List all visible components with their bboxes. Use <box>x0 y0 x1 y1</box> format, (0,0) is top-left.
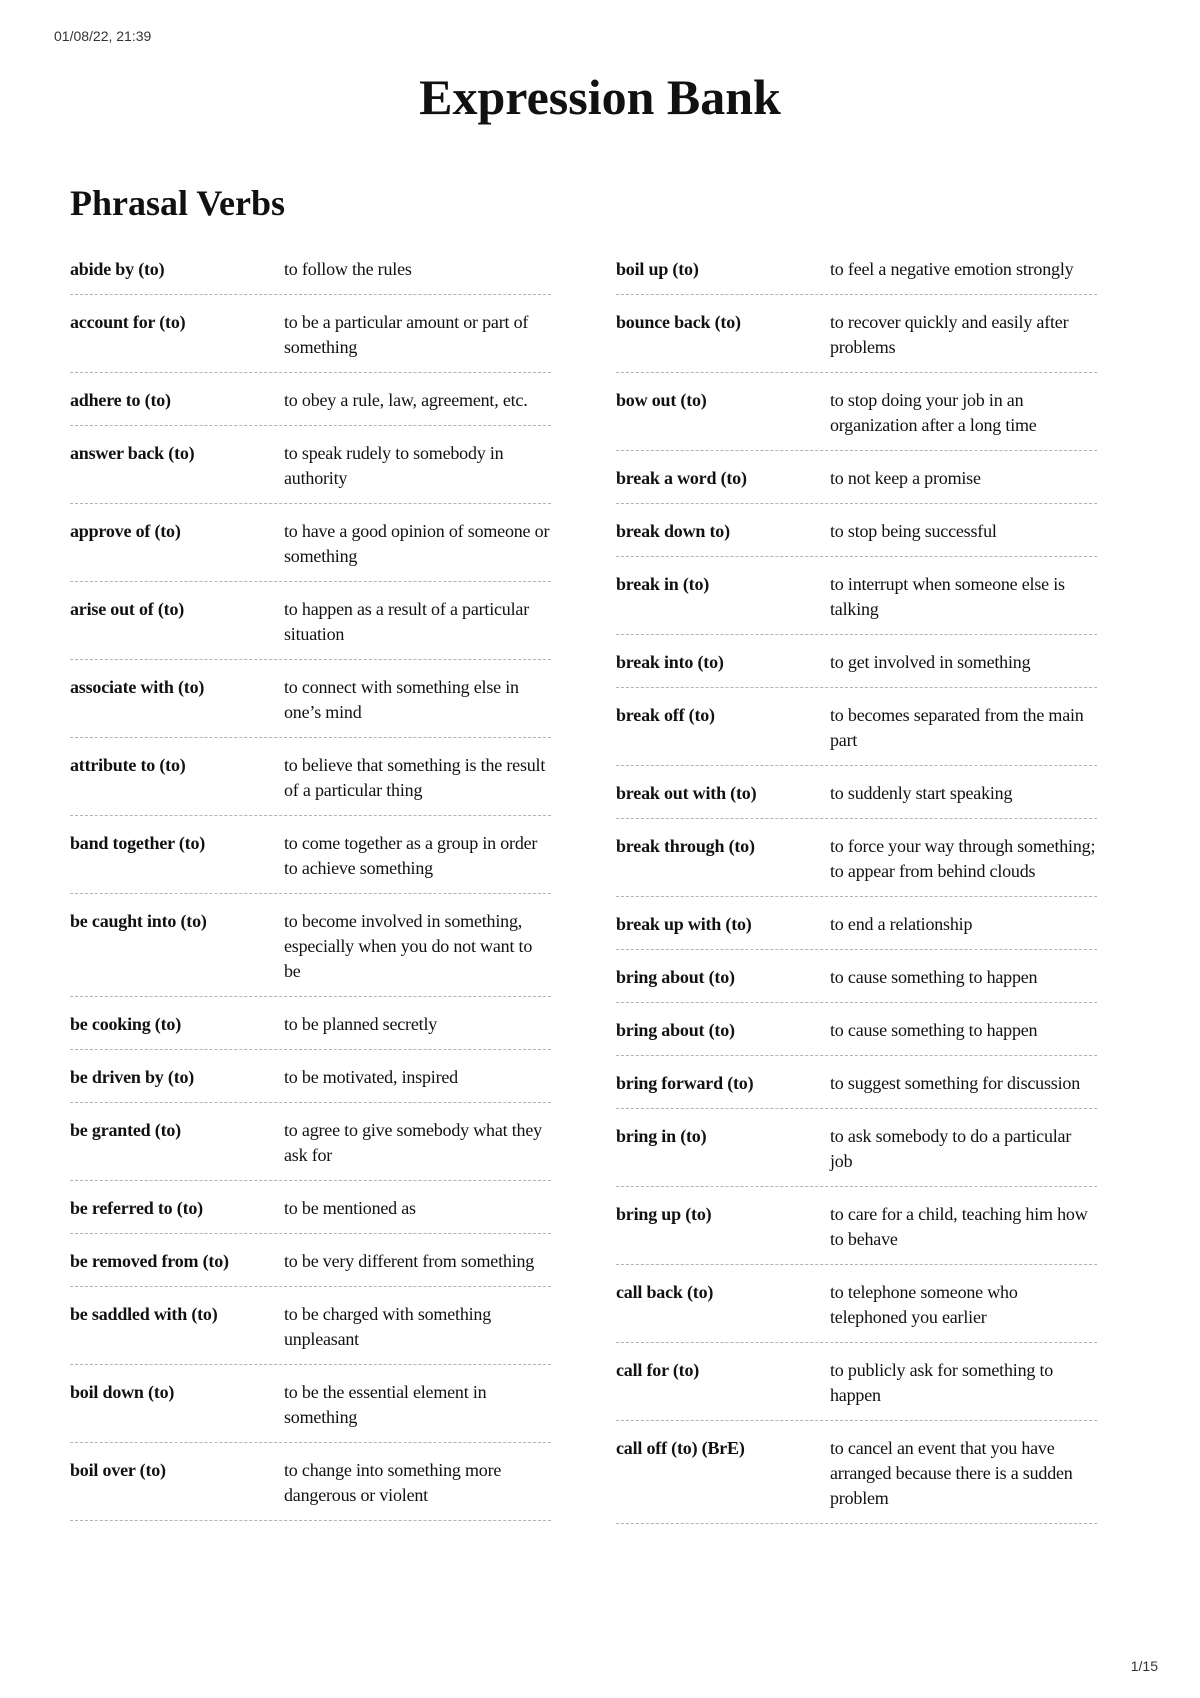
expression-entry <box>70 1375 551 1443</box>
expression-term: break into (to) <box>616 652 724 672</box>
expression-term: break through (to) <box>616 836 755 856</box>
expression-term: boil down (to) <box>70 1382 175 1402</box>
expression-definition: to cause something to happen <box>830 967 1038 987</box>
expression-entry <box>70 826 551 894</box>
expression-entry <box>616 461 1097 504</box>
expression-entry <box>616 829 1097 897</box>
expression-definition: to recover quickly and easily after problems <box>830 312 1069 357</box>
expression-definition: to not keep a promise <box>830 468 981 488</box>
expression-definition: to come together as a group in order to achieve something <box>284 833 538 878</box>
expression-definition: to be very different from something <box>284 1251 535 1271</box>
expression-entry <box>616 252 1097 295</box>
expression-definition: to force your way through something; to appear from behind clouds <box>830 836 1096 881</box>
expression-term: break a word (to) <box>616 468 747 488</box>
expression-term: be referred to (to) <box>70 1198 203 1218</box>
expression-term: break in (to) <box>616 574 710 594</box>
expression-term: be removed from (to) <box>70 1251 229 1271</box>
expression-definition: to happen as a result of a particular situation <box>284 599 529 644</box>
expression-definition: to care for a child, teaching him how to behave <box>830 1204 1088 1249</box>
expression-entry <box>616 776 1097 819</box>
expression-term: call back (to) <box>616 1282 714 1302</box>
left-column <box>70 252 551 1531</box>
expression-entry <box>70 1060 551 1103</box>
expression-term: bring about (to) <box>616 967 735 987</box>
expression-term: bounce back (to) <box>616 312 741 332</box>
expression-entry <box>616 960 1097 1003</box>
expression-definition: to be charged with something unpleasant <box>284 1304 492 1349</box>
expression-definition: to cause something to happen <box>830 1020 1038 1040</box>
expression-term: arise out of (to) <box>70 599 185 619</box>
expression-term: bring forward (to) <box>616 1073 754 1093</box>
expression-entry <box>70 748 551 816</box>
expression-definition: to becomes separated from the main part <box>830 705 1084 750</box>
expression-definition: to ask somebody to do a particular job <box>830 1126 1072 1171</box>
right-column <box>616 252 1097 1534</box>
expression-entry <box>70 1191 551 1234</box>
expression-entry <box>616 907 1097 950</box>
expression-term: call off (to) (BrE) <box>616 1438 745 1458</box>
expression-definition: to stop being successful <box>830 521 997 541</box>
expression-entry <box>616 645 1097 688</box>
expression-definition: to publicly ask for something to happen <box>830 1360 1054 1405</box>
expression-entry <box>616 567 1097 635</box>
expression-entry <box>616 305 1097 373</box>
expression-term: bring about (to) <box>616 1020 735 1040</box>
expression-term: band together (to) <box>70 833 206 853</box>
expression-definition: to change into something more dangerous or violent <box>284 1460 502 1505</box>
expression-entry <box>70 1453 551 1521</box>
expression-term: boil up (to) <box>616 259 699 279</box>
expression-term: be cooking (to) <box>70 1014 181 1034</box>
expression-entry <box>70 252 551 295</box>
expression-term: break out with (to) <box>616 783 757 803</box>
print-timestamp: 01/08/22, 21:39 <box>54 28 152 44</box>
expression-entry <box>70 592 551 660</box>
expression-entry <box>70 305 551 373</box>
expression-definition: to be planned secretly <box>284 1014 438 1034</box>
expression-definition: to become involved in something, especially when you do not want to be <box>284 911 533 981</box>
expression-entry <box>616 1275 1097 1343</box>
expression-entry <box>616 1353 1097 1421</box>
expression-entry <box>70 383 551 426</box>
expression-entry <box>70 1244 551 1287</box>
expression-entry <box>616 1431 1097 1524</box>
expression-entry <box>616 1013 1097 1056</box>
expression-term: be caught into (to) <box>70 911 207 931</box>
expression-term: be granted (to) <box>70 1120 181 1140</box>
expression-term: abide by (to) <box>70 259 165 279</box>
expression-definition: to get involved in something <box>830 652 1031 672</box>
expression-definition: to connect with something else in one’s mind <box>284 677 519 722</box>
expression-definition: to cancel an event that you have arranged because there is a sudden problem <box>830 1438 1073 1508</box>
document-title: Expression Bank <box>419 69 781 125</box>
expression-definition: to follow the rules <box>284 259 412 279</box>
expression-term: bow out (to) <box>616 390 707 410</box>
expression-definition: to end a relationship <box>830 914 973 934</box>
expression-term: adhere to (to) <box>70 390 171 410</box>
expression-definition: to agree to give somebody what they ask for <box>284 1120 542 1165</box>
expression-entry <box>616 514 1097 557</box>
expression-term: boil over (to) <box>70 1460 166 1480</box>
expression-definition: to be the essential element in something <box>284 1382 487 1427</box>
expression-term: answer back (to) <box>70 443 195 463</box>
expression-entry <box>70 670 551 738</box>
expression-definition: to be mentioned as <box>284 1198 416 1218</box>
expression-definition: to have a good opinion of someone or something <box>284 521 550 566</box>
expression-term: associate with (to) <box>70 677 205 697</box>
expression-entry <box>70 1113 551 1181</box>
expression-definition: to speak rudely to somebody in authority <box>284 443 504 488</box>
expression-term: be saddled with (to) <box>70 1304 218 1324</box>
expression-term: bring in (to) <box>616 1126 707 1146</box>
expression-entry <box>616 698 1097 766</box>
expression-term: account for (to) <box>70 312 186 332</box>
expression-term: bring up (to) <box>616 1204 712 1224</box>
expression-term: call for (to) <box>616 1360 700 1380</box>
expression-definition: to telephone someone who telephoned you earlier <box>830 1282 1018 1327</box>
section-title: Phrasal Verbs <box>70 183 286 223</box>
expression-definition: to interrupt when someone else is talking <box>830 574 1065 619</box>
expression-entry <box>70 436 551 504</box>
page-number: 1/15 <box>1130 1658 1158 1674</box>
expression-term: be driven by (to) <box>70 1067 195 1087</box>
expression-definition: to suddenly start speaking <box>830 783 1013 803</box>
expression-entry <box>70 904 551 997</box>
expression-definition: to feel a negative emotion strongly <box>830 259 1074 279</box>
expression-definition: to be motivated, inspired <box>284 1067 458 1087</box>
expression-definition: to be a particular amount or part of something <box>284 312 529 357</box>
expression-entry <box>70 514 551 582</box>
expression-term: break down to) <box>616 521 730 541</box>
expression-entry <box>616 1119 1097 1187</box>
expression-term: break off (to) <box>616 705 715 725</box>
expression-definition: to obey a rule, law, agreement, etc. <box>284 390 528 410</box>
expression-entry <box>70 1297 551 1365</box>
expression-term: approve of (to) <box>70 521 181 541</box>
expression-entry <box>616 1197 1097 1265</box>
expression-entry <box>70 1007 551 1050</box>
expression-definition: to believe that something is the result of a particular thing <box>284 755 546 800</box>
expression-entry <box>616 1066 1097 1109</box>
expression-term: break up with (to) <box>616 914 752 934</box>
expression-definition: to stop doing your job in an organization after a long time <box>830 390 1037 435</box>
expression-definition: to suggest something for discussion <box>830 1073 1080 1093</box>
expression-term: attribute to (to) <box>70 755 186 775</box>
expression-entry <box>616 383 1097 451</box>
